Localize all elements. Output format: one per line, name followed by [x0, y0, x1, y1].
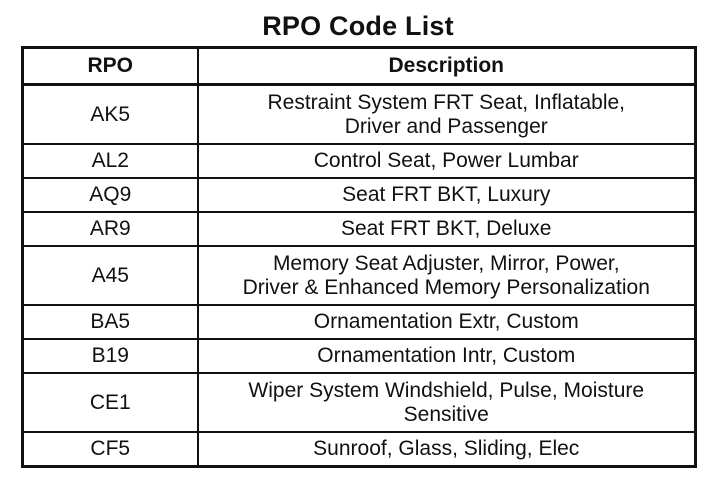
rpo-code-cell: B19 — [23, 339, 198, 373]
table-row — [23, 85, 696, 145]
description-line: Driver & Enhanced Memory Personalization — [242, 275, 650, 299]
table-header — [23, 48, 696, 85]
rpo-code-cell: CF5 — [23, 432, 198, 467]
description-line: Wiper System Windshield, Pulse, Moisture — [248, 378, 645, 402]
table-row — [23, 212, 696, 246]
rpo-code-cell: CE1 — [23, 373, 198, 432]
table-row — [23, 432, 696, 467]
description-line: Memory Seat Adjuster, Mirror, Power, — [272, 251, 620, 275]
description-line: Control Seat, Power Lumbar — [313, 149, 579, 172]
rpo-code-table — [21, 46, 697, 468]
description-cell — [198, 85, 696, 145]
description-line: Ornamentation Intr, Custom — [317, 344, 576, 367]
table-row — [23, 178, 696, 212]
rpo-code-cell: A45 — [23, 246, 198, 305]
table-row — [23, 339, 696, 373]
description-cell — [198, 246, 696, 305]
rpo-code-cell: AL2 — [23, 144, 198, 178]
description-cell — [198, 212, 696, 246]
table-row — [23, 144, 696, 178]
description-line: Sunroof, Glass, Sliding, Elec — [313, 437, 580, 460]
rpo-code-cell: AK5 — [23, 85, 198, 145]
rpo-code-cell: BA5 — [23, 305, 198, 339]
table-row — [23, 373, 696, 432]
description-line: Seat FRT BKT, Luxury — [342, 183, 551, 206]
description-cell — [198, 178, 696, 212]
description-line: Ornamentation Extr, Custom — [313, 310, 579, 333]
rpo-code-cell: AQ9 — [23, 178, 198, 212]
description-cell — [198, 305, 696, 339]
description-line: Seat FRT BKT, Deluxe — [341, 217, 552, 240]
header-row — [23, 48, 696, 85]
description-column-header: Description — [198, 48, 696, 85]
description-line: Sensitive — [403, 402, 489, 426]
rpo-code-cell: AR9 — [23, 212, 198, 246]
table-body — [23, 85, 696, 467]
page-title: RPO Code List — [262, 11, 454, 41]
description-cell — [198, 373, 696, 432]
description-cell — [198, 144, 696, 178]
description-cell — [198, 339, 696, 373]
table-row — [23, 246, 696, 305]
description-cell — [198, 432, 696, 467]
table-row — [23, 305, 696, 339]
rpo-column-header: RPO — [23, 48, 198, 85]
description-line: Driver and Passenger — [344, 114, 548, 138]
description-line: Restraint System FRT Seat, Inflatable, — [267, 90, 626, 114]
